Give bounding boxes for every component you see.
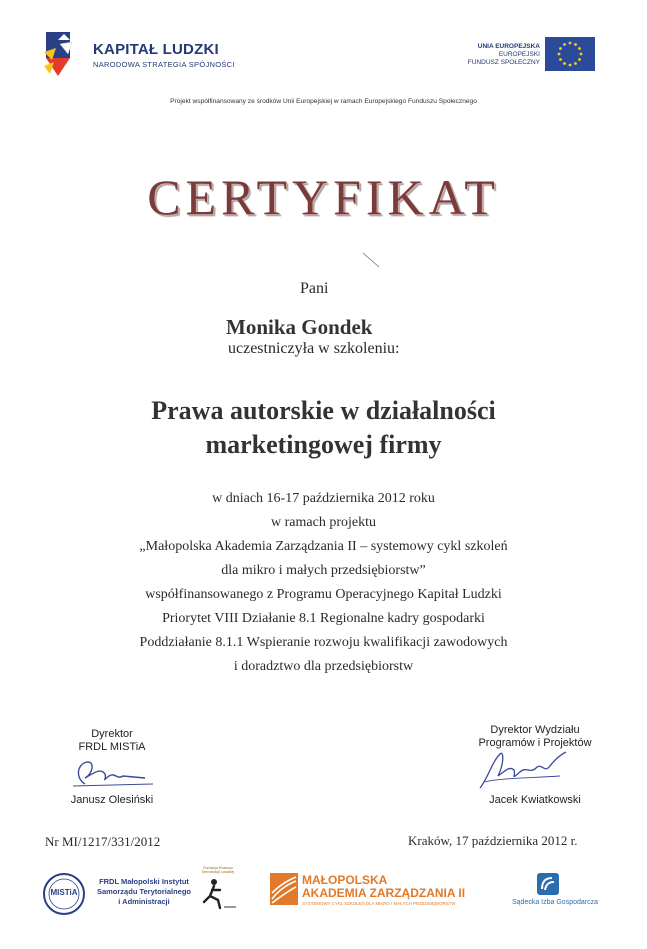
eu-line-2: EUROPEJSKI: [498, 51, 540, 58]
mistia-seal-text: MISTiA: [50, 888, 78, 897]
maz-line-1: MAŁOPOLSKA: [302, 873, 388, 887]
detail-line: Poddziałanie 8.1.1 Wspieranie rozwoju kwalifikacji zawodowych: [139, 635, 508, 650]
detail-line: w ramach projektu: [271, 515, 376, 530]
pen-mark: [362, 252, 382, 270]
detail-line: współfinansowanego z Programu Operacyjnego Kapitał Ludzki: [145, 587, 502, 602]
frdl-runner-icon: [200, 876, 240, 910]
eu-flag-icon: [545, 37, 595, 71]
kapital-ludzki-title: KAPITAŁ LUDZKI: [93, 41, 219, 58]
detail-line: dla mikro i małych przedsiębiorstw”: [221, 563, 426, 578]
course-title: [0, 394, 647, 462]
kapital-ludzki-logo-icon: [42, 30, 90, 80]
certificate-title: CERTYFIKAT: [147, 169, 500, 225]
maz-subtitle: SYSTEMOWY CYKL SZKOLEŃ DLA MIKRO I MAŁYCH PRZEDSIĘBIORSTW: [302, 901, 456, 906]
mistia-line-3: i Administracji: [118, 897, 170, 906]
right-signatory-role: [460, 724, 610, 750]
mistia-line-2: Samorządu Terytorialnego: [96, 887, 192, 896]
frdl-small-text: Fundacja Rozwoju Demokracji Lokalnej: [201, 866, 235, 875]
course-title-line-2: marketingowej firmy: [205, 430, 442, 459]
place-and-date: Kraków, 17 października 2012 r.: [408, 833, 578, 848]
mistia-name: [90, 877, 198, 907]
left-signatory-name: Janusz Olesiński: [70, 794, 154, 806]
detail-line: „Małopolska Akademia Zarządzania II – systemowy cykl szkoleń: [139, 539, 508, 554]
eu-text-block: [440, 43, 540, 67]
eu-line-1: UNIA EUROPEJSKA: [477, 43, 540, 50]
right-signatory-name: Jacek Kwiatkowski: [489, 794, 581, 806]
maz-title: [302, 874, 465, 900]
certificate-number: Nr MI/1217/331/2012: [45, 834, 161, 849]
detail-line: w dniach 16-17 października 2012 roku: [212, 491, 435, 506]
mistia-line-1: FRDL Małopolski Instytut: [99, 877, 189, 886]
detail-line: i doradztwo dla przedsiębiorstw: [233, 659, 414, 674]
maz-line-2: AKADEMIA ZARZĄDZANIA II: [302, 886, 466, 900]
participation-text: uczestniczyła w szkoleniu:: [228, 340, 400, 357]
right-handwritten-signature: [470, 748, 580, 796]
cofinancing-note: Projekt współfinansowany ze środków Unii Europejskiej w ramach Europejskiego Funduszu Społecznego: [170, 98, 477, 105]
right-role-line-2: Programów i Projektów: [478, 737, 592, 749]
salutation: Pani: [300, 280, 329, 297]
certificate-details: [0, 487, 647, 679]
course-title-line-1: Prawa autorskie w działalności: [151, 396, 496, 425]
sig-text: Sądecka Izba Gospodarcza: [512, 899, 598, 906]
right-role-line-1: Dyrektor Wydziału: [490, 724, 580, 736]
kapital-ludzki-subtitle: NARODOWA STRATEGIA SPÓJNOŚCI: [93, 60, 235, 69]
maz-logo-icon: [270, 873, 298, 905]
sig-logo-icon: [536, 872, 560, 896]
left-role-line-1: Dyrektor: [91, 728, 133, 740]
recipient-name: Monika Gondek: [226, 315, 373, 339]
eu-line-3: FUNDUSZ SPOŁECZNY: [467, 59, 540, 66]
left-signatory-role: [52, 728, 172, 754]
left-role-line-2: FRDL MISTiA: [78, 741, 146, 753]
left-handwritten-signature: [65, 756, 155, 792]
detail-line: Priorytet VIII Działanie 8.1 Regionalne kadry gospodarki: [162, 611, 485, 626]
